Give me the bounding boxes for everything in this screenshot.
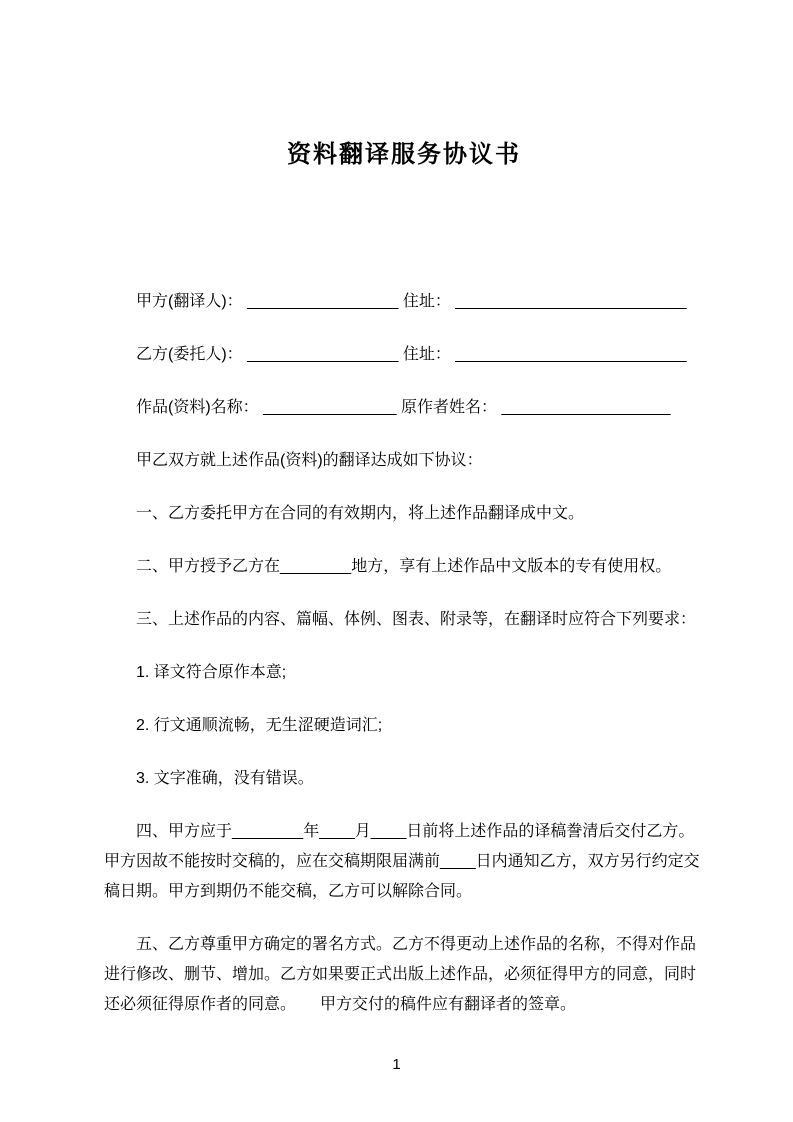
clause-5-paragraph: 五、乙方尊重甲方确定的署名方式。乙方不得更动上述作品的名称，不得对作品进行修改、删节、增加。乙方如果要正式出版上述作品，必须征得甲方的同意，同时还必须征得原作者的同意。 甲方交付的稿件应有翻译者的签章。 — [104, 936, 697, 1013]
clause-1-paragraph: 一、乙方委托甲方在合同的有效期内，将上述作品翻译成中文。 — [136, 505, 585, 522]
party-a-line: 甲方(翻译人)： _________________ 住址： __________________________ — [136, 293, 687, 310]
page-number: 1 — [392, 1056, 401, 1073]
requirement-item-3: 3. 文字准确，没有错误。 — [136, 770, 314, 787]
clause-3-paragraph: 三、上述作品的内容、篇幅、体例、图表、附录等，在翻译时应符合下列要求： — [136, 611, 697, 628]
clause-4-paragraph: 四、甲方应于________年____月____日前将上述作品的译稿誊清后交付乙方。甲方因故不能按时交稿的，应在交稿期限届满前____日内通知乙方，双方另行约定交稿日期。甲方到期仍不能交稿，乙方可以解除合同。 — [104, 823, 700, 900]
requirement-item-1: 1. 译文符合原作本意; — [136, 664, 287, 681]
document-title: 资料翻译服务协议书 — [287, 141, 521, 168]
work-info-line: 作品(资料)名称： _______________ 原作者姓名： ___________________ — [136, 399, 671, 416]
party-b-line: 乙方(委托人)： _________________ 住址： __________________________ — [136, 346, 687, 363]
requirement-item-2: 2. 行文通顺流畅，无生涩硬造词汇; — [136, 717, 383, 734]
clause-2-paragraph: 二、甲方授予乙方在________地方，享有上述作品中文版本的专有使用权。 — [136, 558, 672, 575]
preamble-line: 甲乙双方就上述作品(资料)的翻译达成如下协议： — [136, 452, 483, 469]
